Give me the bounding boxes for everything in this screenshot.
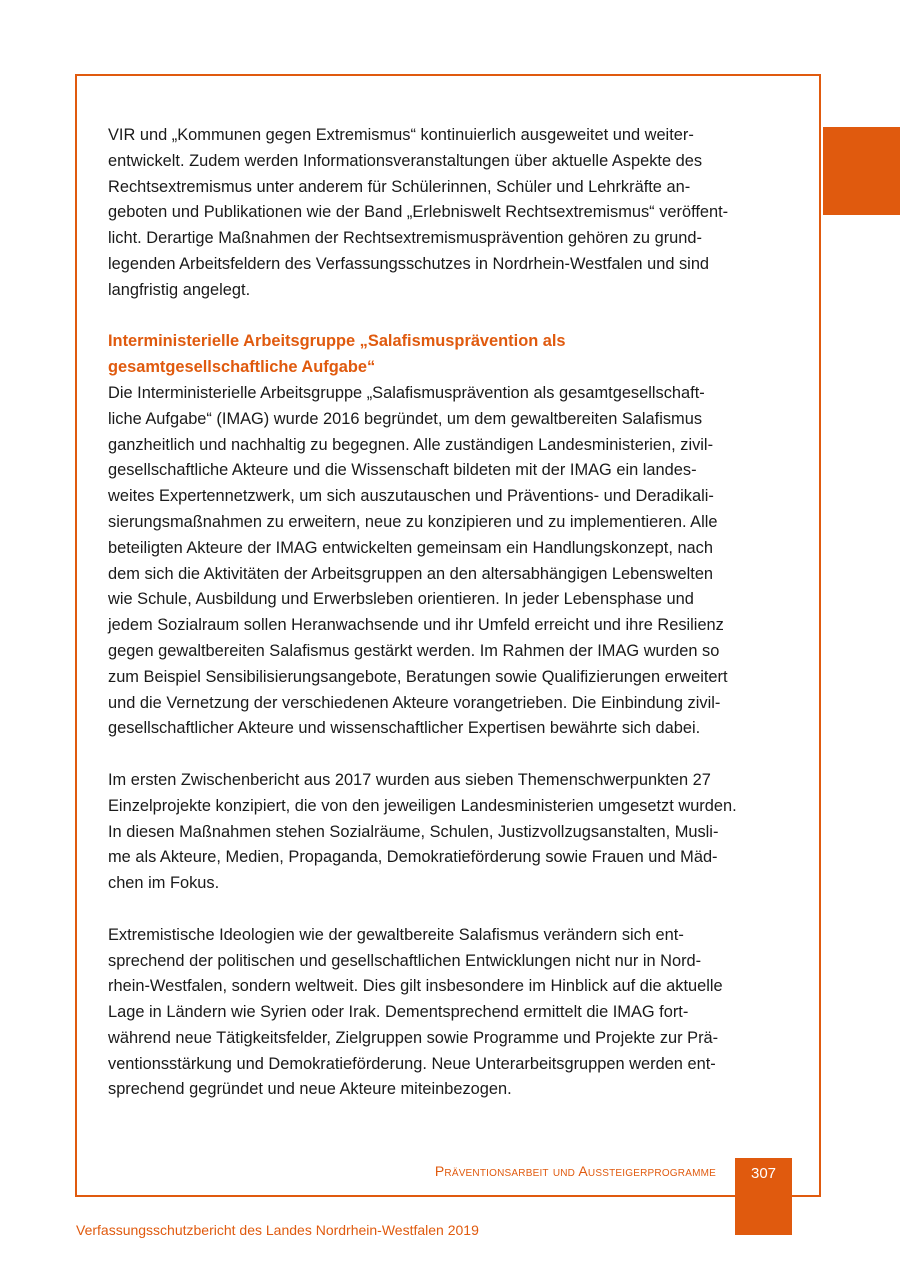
text-line: langfristig angelegt.: [108, 280, 251, 299]
text-line: sprechend gegründet und neue Akteure miteinbezogen.: [108, 1080, 512, 1099]
text-line: licht. Derartige Maßnahmen der Rechtsextremismusprävention gehören zu grund-: [108, 229, 702, 248]
text-line: Die Interministerielle Arbeitsgruppe „Salafismusprävention als gesamtgesellschaft-: [108, 383, 705, 402]
paragraph-report: [108, 768, 798, 897]
page-number-box: [735, 1158, 792, 1235]
text-line: ventionsstärkung und Demokratieförderung. Neue Unterarbeitsgruppen werden ent-: [108, 1054, 716, 1073]
text-line: legenden Arbeitsfeldern des Verfassungsschutzes in Nordrhein-Westfalen und sind: [108, 254, 710, 273]
text-line: ganzheitlich und nachhaltig zu begegnen. Alle zuständigen Landesministerien, zivil-: [108, 435, 714, 454]
paragraph-ideologies: [108, 923, 798, 1104]
text-line: geboten und Publikationen wie der Band „Erlebniswelt Rechtsextremismus“ veröffent-: [108, 203, 729, 222]
paragraph-imag: [108, 381, 798, 742]
text-line: jedem Sozialraum sollen Heranwachsende und ihr Umfeld erreicht und ihre Resilienz: [108, 616, 724, 635]
text-line: entwickelt. Zudem werden Informationsveranstaltungen über aktuelle Aspekte des: [108, 151, 703, 170]
text-line: und die Vernetzung der verschiedenen Akteure vorangetrieben. Die Einbindung zivil-: [108, 693, 721, 712]
text-line: Rechtsextremismus unter anderem für Schülerinnen, Schüler und Lehrkräfte an-: [108, 177, 691, 196]
text-line: chen im Fokus.: [108, 874, 220, 893]
text-line: rhein-Westfalen, sondern weltweit. Dies gilt insbesondere im Hinblick auf die aktuelle: [108, 977, 723, 996]
text-line: weites Expertennetzwerk, um sich auszutauschen und Präventions- und Deradikali-: [108, 487, 714, 506]
chapter-tab-marker: [823, 127, 900, 215]
text-line: Extremistische Ideologien wie der gewaltbereite Salafismus verändern sich ent-: [108, 925, 684, 944]
text-line: sprechend der politischen und gesellschaftlichen Entwicklungen nicht nur in Nord-: [108, 951, 702, 970]
text-line: sierungsmaßnahmen zu erweitern, neue zu konzipieren und zu implementieren. Alle: [108, 512, 718, 531]
text-line: VIR und „Kommunen gegen Extremismus“ kontinuierlich ausgeweitet und weiter-: [108, 126, 694, 144]
page-number: 307: [750, 1165, 777, 1182]
text-line: gesellschaftlicher Akteure und wissenschaftlicher Expertisen bewährte sich dabei.: [108, 719, 701, 738]
text-line: Lage in Ländern wie Syrien oder Irak. Dementsprechend ermittelt die IMAG fort-: [108, 1003, 689, 1022]
text-line: me als Akteure, Medien, Propaganda, Demokratieförderung sowie Frauen und Mäd-: [108, 848, 718, 867]
text-line: wie Schule, Ausbildung und Erwerbsleben orientieren. In jeder Lebensphase und: [108, 590, 694, 609]
heading-line: Interministerielle Arbeitsgruppe „Salafismusprävention als: [108, 332, 566, 351]
text-line: Im ersten Zwischenbericht aus 2017 wurden aus sieben Themenschwerpunkten 27: [108, 770, 711, 789]
text-line: beteiligten Akteure der IMAG entwickelten gemeinsam ein Handlungskonzept, nach: [108, 538, 713, 557]
footer-section-title: Präventionsarbeit und Aussteigerprogramme: [434, 1163, 716, 1179]
paragraph-intro: [108, 123, 798, 304]
text-line: während neue Tätigkeitsfelder, Zielgruppen sowie Programme und Projekte zur Prä-: [108, 1028, 719, 1047]
text-line: liche Aufgabe“ (IMAG) wurde 2016 begründet, um dem gewaltbereiten Salafismus: [108, 409, 703, 428]
report-title: Verfassungsschutzbericht des Landes Nordrhein-Westfalen 2019: [76, 1222, 479, 1238]
text-line: gegen gewaltbereiten Salafismus gestärkt werden. Im Rahmen der IMAG wurden so: [108, 641, 720, 660]
heading-line: gesamtgesellschaftliche Aufgabe“: [108, 358, 376, 377]
main-content: [108, 123, 798, 1103]
text-line: Einzelprojekte konzipiert, die von den jeweiligen Landesministerien umgesetzt wurden.: [108, 796, 737, 815]
text-line: dem sich die Aktivitäten der Arbeitsgruppen an den altersabhängigen Lebenswelten: [108, 564, 714, 583]
text-line: zum Beispiel Sensibilisierungsangebote, Beratungen sowie Qualifizierungen erweitert: [108, 667, 728, 686]
text-line: gesellschaftliche Akteure und die Wissenschaft bildeten mit der IMAG ein landes-: [108, 461, 697, 480]
text-line: In diesen Maßnahmen stehen Sozialräume, Schulen, Justizvollzugsanstalten, Musli-: [108, 822, 719, 841]
section-heading: [108, 329, 798, 381]
